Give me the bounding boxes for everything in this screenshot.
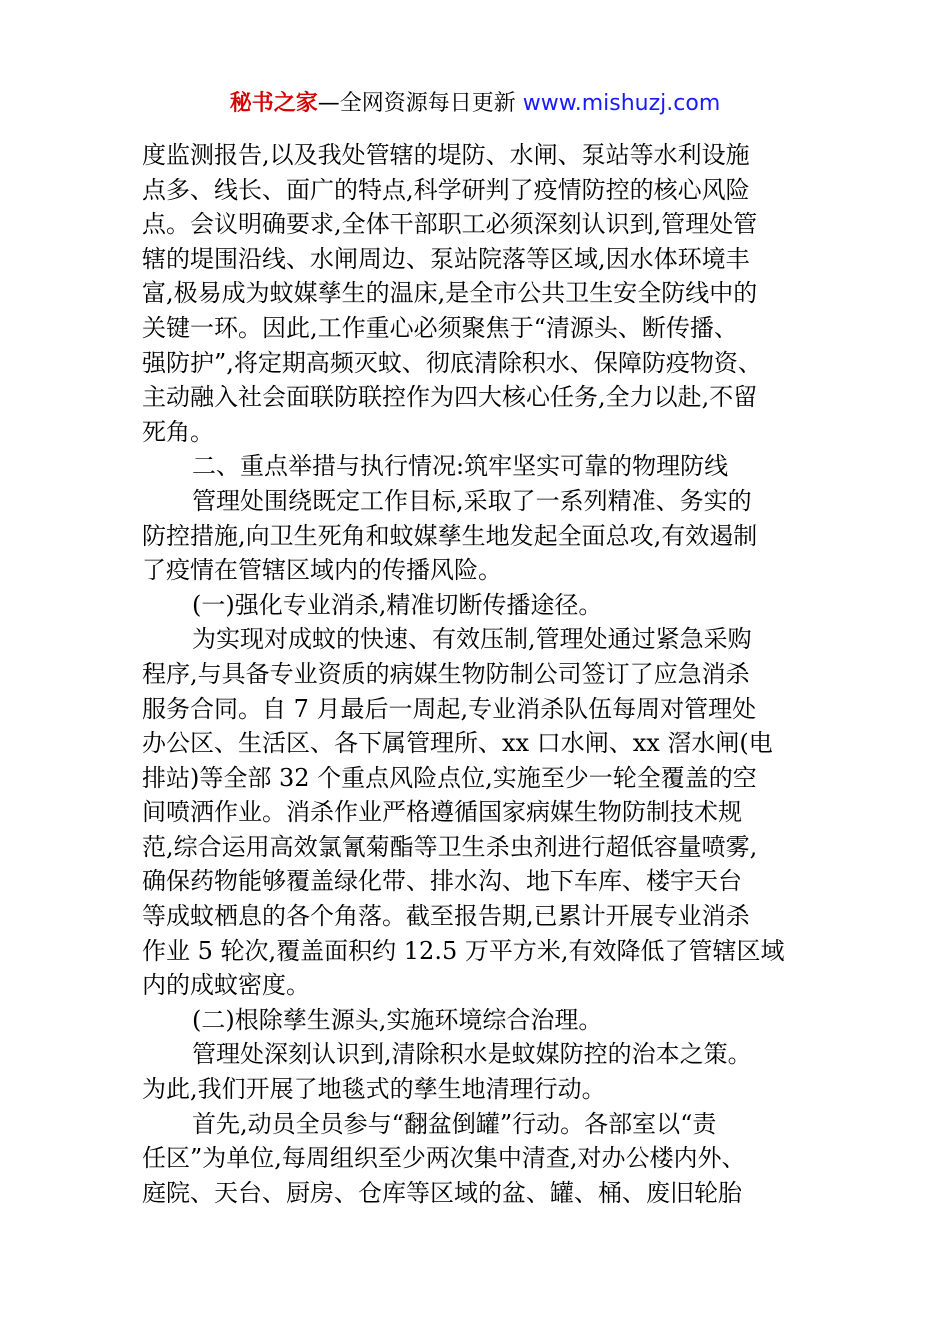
subsection-heading: (一)强化专业消杀,精准切断传播途径。 [192, 590, 603, 619]
site-url-link[interactable]: www.mishuzj.com [522, 91, 721, 116]
body-line: 作业 5 轮次,覆盖面积约 12.5 万平方米,有效降低了管辖区域 [142, 936, 785, 965]
site-brand: 秘书之家 [229, 91, 318, 116]
subsection-heading: (二)根除孳生源头,实施环境综合治理。 [192, 1005, 603, 1034]
body-line: 主动融入社会面联防联控作为四大核心任务,全力以赴,不留 [142, 383, 758, 412]
body-line: 庭院、天台、厨房、仓库等区域的盆、罐、桶、废旧轮胎 [142, 1178, 742, 1207]
body-line: 程序,与具备专业资质的病媒生物防制公司签订了应急消杀 [142, 659, 750, 688]
body-line: 内的成蚊密度。 [142, 971, 310, 1000]
body-line: 防控措施,向卫生死角和蚊媒孳生地发起全面总攻,有效遏制 [142, 521, 758, 550]
body-line: 管理处深刻认识到,清除积水是蚊媒防控的治本之策。 [192, 1040, 752, 1069]
site-tagline: —全网资源每日更新 [317, 91, 523, 116]
body-line: 服务合同。自 7 月最后一周起,专业消杀队伍每周对管理处 [142, 694, 757, 723]
body-line: 间喷洒作业。消杀作业严格遵循国家病媒生物防制技术规 [142, 798, 742, 827]
body-line: 办公区、生活区、各下属管理所、xx 口水闸、xx 滘水闸(电 [142, 729, 773, 758]
body-line: 任区”为单位,每周组织至少两次集中清查,对办公楼内外、 [142, 1144, 746, 1173]
body-line: 首先,动员全员参与“翻盆倒罐”行动。各部室以“责 [192, 1109, 717, 1138]
document-body [142, 138, 810, 1210]
body-line: 点多、线长、面广的特点,科学研判了疫情防控的核心风险 [142, 175, 750, 204]
body-line: 度监测报告,以及我处管辖的堤防、水闸、泵站等水利设施 [142, 141, 750, 169]
body-line: 强防护”,将定期高频灭蚊、彻底清除积水、保障防疫物资、 [142, 348, 762, 377]
body-line: 辖的堤围沿线、水闸周边、泵站院落等区域,因水体环境丰 [142, 244, 750, 273]
body-line: 范,综合运用高效氯氰菊酯等卫生杀虫剂进行超低容量喷雾, [142, 832, 758, 861]
body-line: 为实现对成蚊的快速、有效压制,管理处通过紧急采购 [192, 625, 752, 654]
body-line: 富,极易成为蚊媒孳生的温床,是全市公共卫生安全防线中的 [142, 279, 758, 308]
body-line: 为此,我们开展了地毯式的孳生地清理行动。 [142, 1075, 606, 1104]
body-line: 了疫情在管辖区域内的传播风险。 [142, 556, 502, 585]
body-line: 死角。 [142, 417, 214, 446]
body-line: 排站)等全部 32 个重点风险点位,实施至少一轮全覆盖的空 [142, 763, 757, 792]
section-heading: 二、重点举措与执行情况:筑牢坚实可靠的物理防线 [192, 452, 729, 481]
site-header [0, 86, 950, 122]
body-line: 关键一环。因此,工作重心必须聚焦于“清源头、断传播、 [142, 313, 738, 342]
body-line: 点。会议明确要求,全体干部职工必须深刻认识到,管理处管 [142, 210, 758, 239]
body-line: 等成蚊栖息的各个角落。截至报告期,已累计开展专业消杀 [142, 902, 750, 931]
body-line: 确保药物能够覆盖绿化带、排水沟、地下车库、楼宇天台 [142, 867, 742, 896]
body-line: 管理处围绕既定工作目标,采取了一系列精准、务实的 [192, 486, 752, 515]
